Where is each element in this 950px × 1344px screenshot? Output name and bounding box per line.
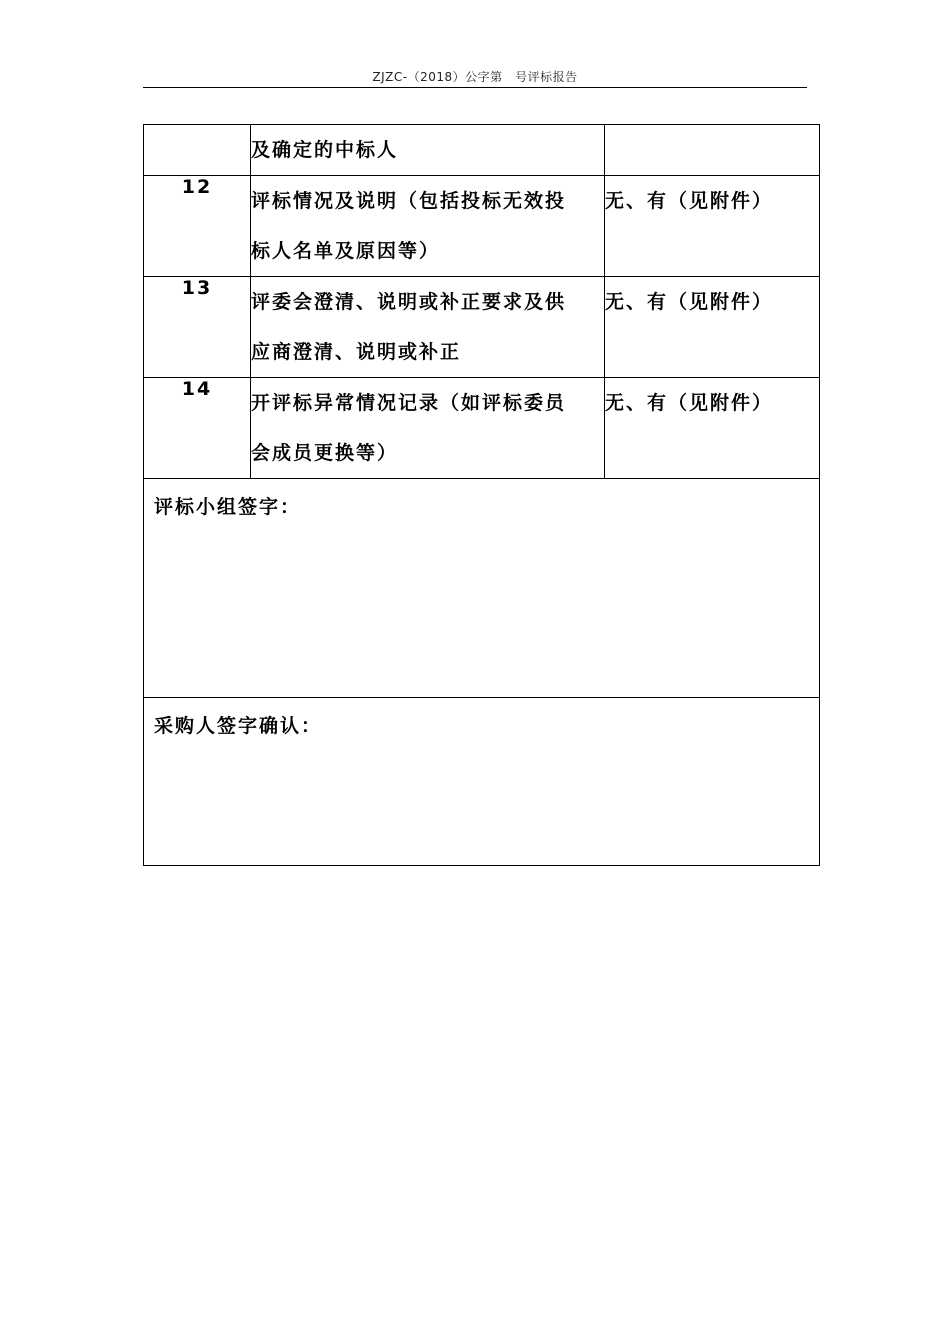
item-cell (251, 378, 605, 479)
row-number: 12 (144, 176, 251, 277)
evaluation-team-signature-cell[interactable] (144, 479, 820, 698)
row-number: 14 (144, 378, 251, 479)
document-header: ZJZC-（2018）公字第 号评标报告 (372, 70, 578, 84)
evaluation-team-signature-label: 评标小组签字： (154, 496, 302, 518)
item-line-1: 评标情况及说明（包括投标无效投 (251, 190, 567, 212)
table-row-continuation (144, 125, 820, 176)
table-row (144, 176, 820, 277)
item-line-2: 应商澄清、说明或补正 (251, 341, 462, 363)
status-cell: 无、有（见附件） (605, 378, 820, 479)
item-line-2: 标人名单及原因等） (251, 240, 441, 262)
evaluation-report-table (143, 124, 820, 866)
purchaser-confirmation-row (144, 698, 820, 866)
status-cell: 无、有（见附件） (605, 277, 820, 378)
header-rule (143, 87, 807, 88)
purchaser-signature-cell[interactable] (144, 698, 820, 866)
status-cell (605, 125, 820, 176)
row-number-cell (144, 125, 251, 176)
item-cell (251, 277, 605, 378)
status-cell: 无、有（见附件） (605, 176, 820, 277)
purchaser-signature-label: 采购人签字确认： (154, 715, 323, 737)
table-row (144, 277, 820, 378)
item-line-1: 开评标异常情况记录（如评标委员 (251, 392, 567, 414)
table-row (144, 378, 820, 479)
item-cell (251, 125, 605, 176)
item-line-2: 会成员更换等） (251, 442, 399, 464)
item-cell (251, 176, 605, 277)
item-line-1: 评委会澄清、说明或补正要求及供 (251, 291, 567, 313)
signature-row (144, 479, 820, 698)
item-text: 及确定的中标人 (251, 139, 399, 161)
row-number: 13 (144, 277, 251, 378)
